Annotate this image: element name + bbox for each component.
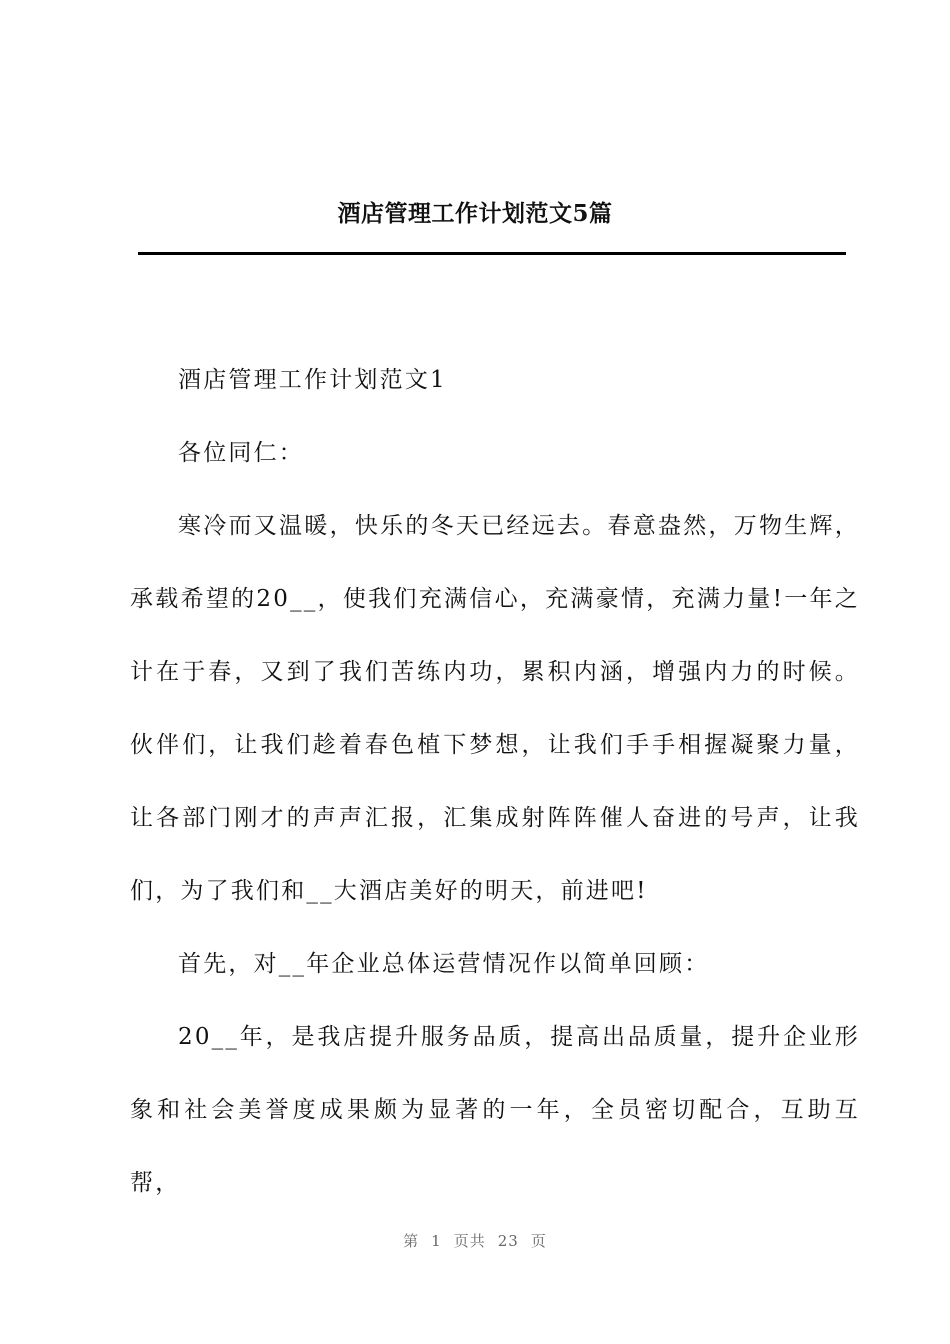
body-paragraph: 首先，对__年企业总体运营情况作以简单回顾：	[178, 951, 710, 977]
body-paragraph: 寒冷而又温暖，快乐的冬天已经远去。春意盎然，万物生辉，承载希望的20__，使我们充满信心，充满豪情，充满力量!一年之计在于春，又到了我们苦练内功，累积内涵，增强内力的时候。伙伴们，让我们趁着春色植下梦想，让我们手手相握凝聚力量，让各部门刚才的声声汇报，汇集成射阵阵催人奋进的号声，让我们，为了我们和__大酒店美好的明天，前进吧!	[130, 513, 860, 904]
page-label-prefix: 第	[403, 1232, 420, 1250]
page-label-mid: 页共	[453, 1232, 486, 1250]
title-divider	[138, 252, 846, 255]
section-heading: 酒店管理工作计划范文1	[178, 367, 447, 393]
page-number: 1	[431, 1232, 442, 1250]
page-footer	[0, 1230, 950, 1251]
total-pages: 23	[497, 1232, 519, 1250]
salutation: 各位同仁：	[178, 440, 304, 466]
document-body	[130, 344, 860, 1220]
document-title: 酒店管理工作计划范文5篇	[337, 200, 613, 227]
page-label-suffix: 页	[530, 1232, 547, 1250]
body-paragraph: 20__年，是我店提升服务品质，提高出品质量，提升企业形象和社会美誉度成果颇为显著的一年，全员密切配合，互助互帮，	[130, 1024, 860, 1196]
